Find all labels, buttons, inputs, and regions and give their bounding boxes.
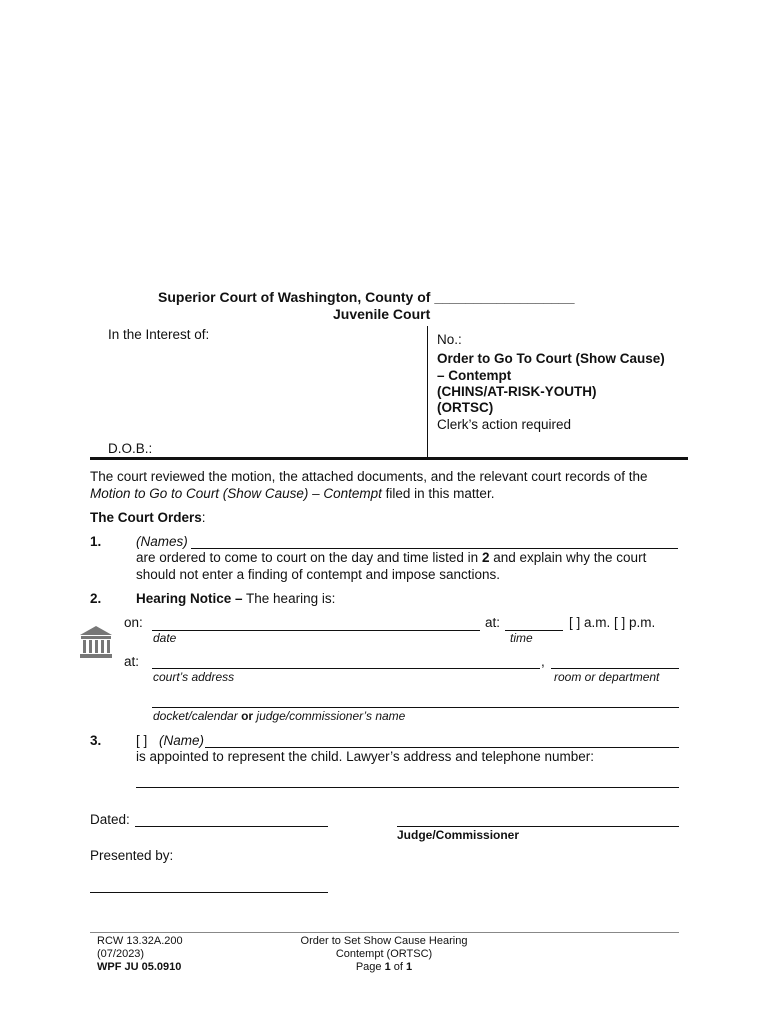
- name-label: (Name): [159, 733, 205, 748]
- no-label: No.:: [437, 332, 462, 347]
- lawyer-contact-field[interactable]: [136, 787, 679, 788]
- lawyer-checkbox[interactable]: [ ]: [136, 733, 148, 748]
- order-title-line-1: Order to Go To Court (Show Cause): [437, 351, 665, 366]
- dated-field[interactable]: [135, 826, 328, 827]
- names-label: (Names): [136, 534, 188, 549]
- item-1-text-b: and explain why the court: [489, 550, 647, 565]
- room-caption: room or department: [554, 670, 660, 684]
- dated-label: Dated:: [90, 812, 130, 827]
- footer-rule: [90, 932, 679, 933]
- item-1-text-a: are ordered to come to court on the day and time listed in: [136, 550, 482, 565]
- am-pm-checkboxes[interactable]: [ ] a.m. [ ] p.m.: [569, 615, 656, 630]
- item-3-text: is appointed to represent the child. Lawyer’s address and telephone number:: [136, 749, 595, 764]
- footer-rcw: RCW 13.32A.200: [97, 935, 183, 947]
- on-label: on:: [124, 615, 143, 630]
- court-address-field[interactable]: [152, 668, 540, 669]
- page-number: 1: [384, 961, 391, 973]
- dob-label: D.O.B.:: [108, 441, 153, 456]
- item-3-number: 3.: [90, 733, 102, 748]
- court-title: [158, 289, 575, 305]
- orders-heading-colon: :: [201, 510, 206, 525]
- footer-form-id: WPF JU 05.0910: [97, 961, 182, 973]
- intro-line-1: The court reviewed the motion, the attached documents, and the relevant court records of the: [90, 469, 648, 484]
- hearing-notice-rest: The hearing is:: [242, 591, 336, 606]
- order-title-line-2: – Contempt: [437, 368, 512, 383]
- footer-title-1: Order to Set Show Cause Hearing: [300, 935, 468, 947]
- item-1-text-line-2: should not enter a finding of contempt and impose sanctions.: [136, 567, 500, 582]
- orders-heading: [90, 510, 206, 525]
- names-field[interactable]: [191, 548, 678, 549]
- county-blank: __________________: [434, 289, 575, 305]
- presented-label: Presented by:: [90, 848, 174, 863]
- docket-caption-or: or: [241, 709, 254, 723]
- item-1-number: 1.: [90, 534, 102, 549]
- item-1-text-line-1: [136, 550, 646, 565]
- caption-divider: [427, 326, 428, 459]
- time-caption: time: [510, 631, 533, 645]
- presenter-signature-line[interactable]: [90, 892, 328, 893]
- intro-line-2-rest: filed in this matter.: [381, 486, 495, 501]
- address-at-label: at:: [124, 654, 140, 669]
- hearing-notice: [136, 591, 335, 606]
- clerk-note: Clerk’s action required: [437, 417, 572, 432]
- footer-page: [284, 961, 484, 974]
- motion-name: Motion to Go to Court (Show Cause) – Contempt: [90, 486, 382, 501]
- orders-heading-text: The Court Orders: [90, 510, 202, 525]
- judge-label: Judge/Commissioner: [397, 828, 520, 842]
- lawyer-name-field[interactable]: [205, 747, 679, 748]
- intro-line-2: [90, 486, 494, 501]
- interest-label: In the Interest of:: [108, 327, 210, 342]
- room-field[interactable]: [551, 668, 679, 669]
- footer-title-2: Contempt (ORTSC): [335, 948, 433, 960]
- page-total: 1: [406, 961, 413, 973]
- page-of: of: [390, 961, 407, 973]
- address-comma: ,: [541, 654, 545, 669]
- docket-caption-a: docket/calendar: [153, 709, 242, 723]
- footer-date: (07/2023): [97, 948, 145, 960]
- item-1-ref: 2: [481, 550, 490, 565]
- date-caption: date: [153, 631, 177, 645]
- order-title-line-4: (ORTSC): [437, 400, 494, 415]
- date-field[interactable]: [152, 630, 480, 631]
- judge-signature-line[interactable]: [397, 826, 679, 827]
- court-subtitle: Juvenile Court: [333, 306, 431, 322]
- at-label: at:: [485, 615, 501, 630]
- address-caption: court’s address: [153, 670, 235, 684]
- docket-caption: [153, 709, 405, 723]
- hearing-notice-heading: Hearing Notice –: [136, 591, 243, 606]
- item-2-number: 2.: [90, 591, 102, 606]
- courthouse-icon: [78, 624, 114, 660]
- court-title-text: Superior Court of Washington, County of: [158, 289, 431, 305]
- caption-bottom-rule: [90, 457, 688, 460]
- page-prefix: Page: [355, 961, 385, 973]
- docket-field[interactable]: [152, 707, 679, 708]
- docket-caption-b: judge/commissioner’s name: [253, 709, 406, 723]
- order-title-line-3: (CHINS/AT-RISK-YOUTH): [437, 384, 597, 399]
